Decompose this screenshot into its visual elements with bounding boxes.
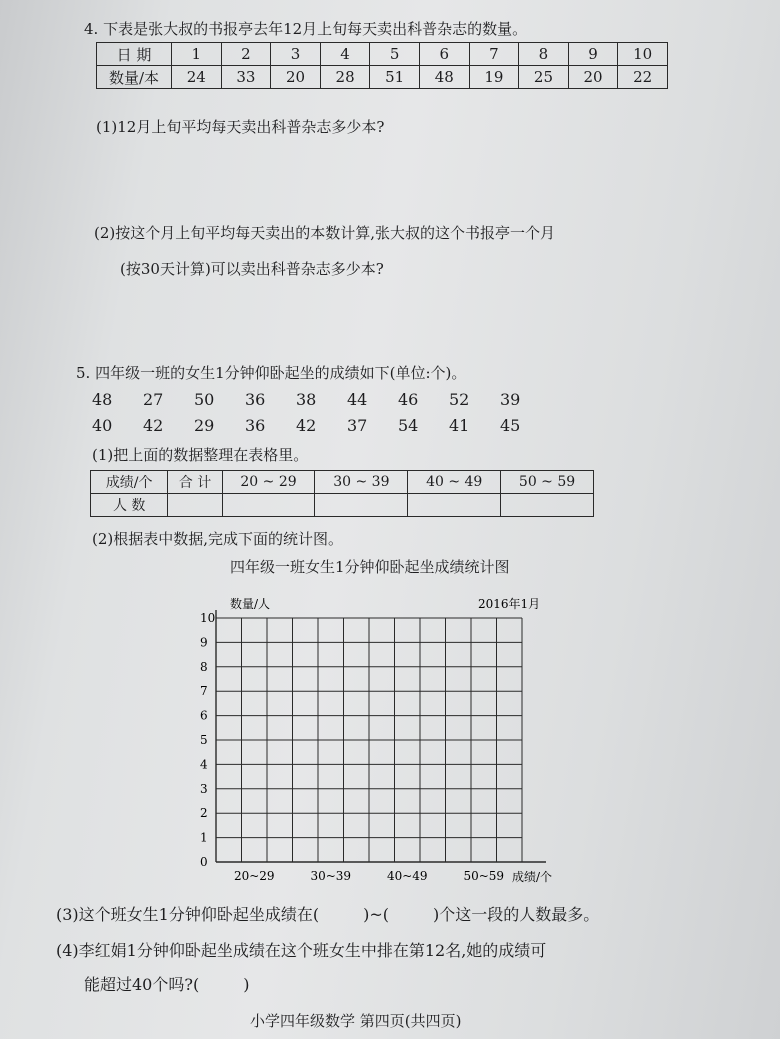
table-cell: 3 [271,43,321,66]
part-4-text: 能超过40个吗?( [84,975,200,994]
score-value: 38 [296,390,317,409]
table-cell: 2 [221,43,271,66]
part-4-text: ) [243,975,250,994]
table-cell: 7 [469,43,519,66]
score-value: 44 [347,390,368,409]
y-tick-label: 0 [200,855,208,869]
table-cell: 51 [370,66,420,89]
question-5-part-1: (1)把上面的数据整理在表格里。 [92,446,309,464]
score-value: 36 [245,416,266,435]
score-value: 39 [500,390,521,409]
table-header: 30 ~ 39 [315,471,408,494]
score-value: 29 [194,416,215,435]
question-5-part-4-line-2 [84,972,249,995]
chart-title: 四年级一班女生1分钟仰卧起坐成绩统计图 [230,558,510,576]
answer-cell[interactable] [168,494,222,517]
table-cell: 5 [370,43,420,66]
score-value: 48 [92,390,113,409]
score-value: 42 [296,416,317,435]
row-header-count: 数量/本 [97,66,172,89]
answer-cell[interactable] [222,494,315,517]
score-value: 37 [347,416,368,435]
table-cell: 20 [568,66,618,89]
y-tick-label: 5 [200,733,208,747]
score-value: 46 [398,390,419,409]
table-cell: 33 [221,66,271,89]
scores-row-1 [92,390,551,409]
table-row [91,494,594,517]
x-tick-label: 20~29 [233,869,275,883]
x-tick-label: 30~39 [310,869,352,883]
question-5-title: 5. 四年级一班的女生1分钟仰卧起坐的成绩如下(单位:个)。 [76,364,467,382]
sales-table [96,42,668,89]
question-4-part-1: (1)12月上旬平均每天卖出科普杂志多少本? [96,118,385,136]
y-tick-label: 3 [200,781,208,796]
table-header: 合 计 [168,471,222,494]
y-tick-label: 1 [200,830,208,845]
table-cell: 28 [320,66,370,89]
score-value: 41 [449,416,470,435]
question-5-part-4-line-1: (4)李红娟1分钟仰卧起坐成绩在这个班女生中排在第12名,她的成绩可 [56,941,547,960]
table-cell: 1 [172,43,222,66]
score-value: 42 [143,416,164,435]
table-cell: 6 [419,43,469,66]
y-tick-label: 2 [200,806,208,821]
x-tick-label: 40~49 [386,869,428,883]
score-value: 50 [194,390,215,409]
part-3-text: )个这一段的人数最多。 [432,905,600,924]
table-cell: 19 [469,66,519,89]
table-cell: 25 [519,66,569,89]
row-header-date: 日 期 [97,43,172,66]
part-3-text: (3)这个班女生1分钟仰卧起坐成绩在( [56,905,320,924]
table-cell: 9 [568,43,618,66]
y-axis-label: 数量/人 [230,597,271,611]
question-4-part-2-line-2: (按30天计算)可以卖出科普杂志多少本? [120,260,384,278]
table-header: 成绩/个 [91,471,168,494]
y-tick-label: 8 [200,659,208,674]
x-axis-label: 成绩/个 [512,870,553,884]
score-value: 40 [92,416,113,435]
chart-date: 2016年1月 [478,597,541,611]
answer-cell[interactable] [315,494,408,517]
tally-table [90,470,594,517]
y-tick-label: 9 [200,635,208,650]
table-header: 20 ~ 29 [222,471,315,494]
score-value: 45 [500,416,521,435]
y-tick-label: 10 [200,611,216,625]
table-row [91,471,594,494]
table-cell: 24 [172,66,222,89]
table-cell: 48 [419,66,469,89]
answer-cell[interactable] [501,494,594,517]
part-3-text: )~( [363,905,389,924]
y-tick-label: 6 [200,708,208,723]
y-tick-label: 4 [200,757,208,772]
table-cell: 8 [519,43,569,66]
table-cell: 10 [618,43,668,66]
score-value: 27 [143,390,164,409]
question-4-title: 4. 下表是张大叔的书报亭去年12月上旬每天卖出科普杂志的数量。 [84,20,528,38]
question-5-part-2: (2)根据表中数据,完成下面的统计图。 [92,530,344,548]
question-5-part-3 [56,902,599,925]
table-row-label: 人 数 [91,494,168,517]
table-header: 40 ~ 49 [408,471,501,494]
answer-cell[interactable] [408,494,501,517]
table-cell: 20 [271,66,321,89]
table-header: 50 ~ 59 [501,471,594,494]
table-row [97,43,668,66]
page-footer: 小学四年级数学 第四页(共四页) [250,1012,462,1030]
score-value: 52 [449,390,470,409]
score-value: 36 [245,390,266,409]
table-cell: 4 [320,43,370,66]
table-row [97,66,668,89]
table-cell: 22 [618,66,668,89]
x-tick-label: 50~59 [463,869,505,883]
bar-chart-grid [196,588,586,888]
y-tick-label: 7 [200,684,208,699]
question-4-part-2-line-1: (2)按这个月上旬平均每天卖出的本数计算,张大叔的这个书报亭一个月 [94,224,556,242]
scores-row-2 [92,416,551,435]
score-value: 54 [398,416,419,435]
